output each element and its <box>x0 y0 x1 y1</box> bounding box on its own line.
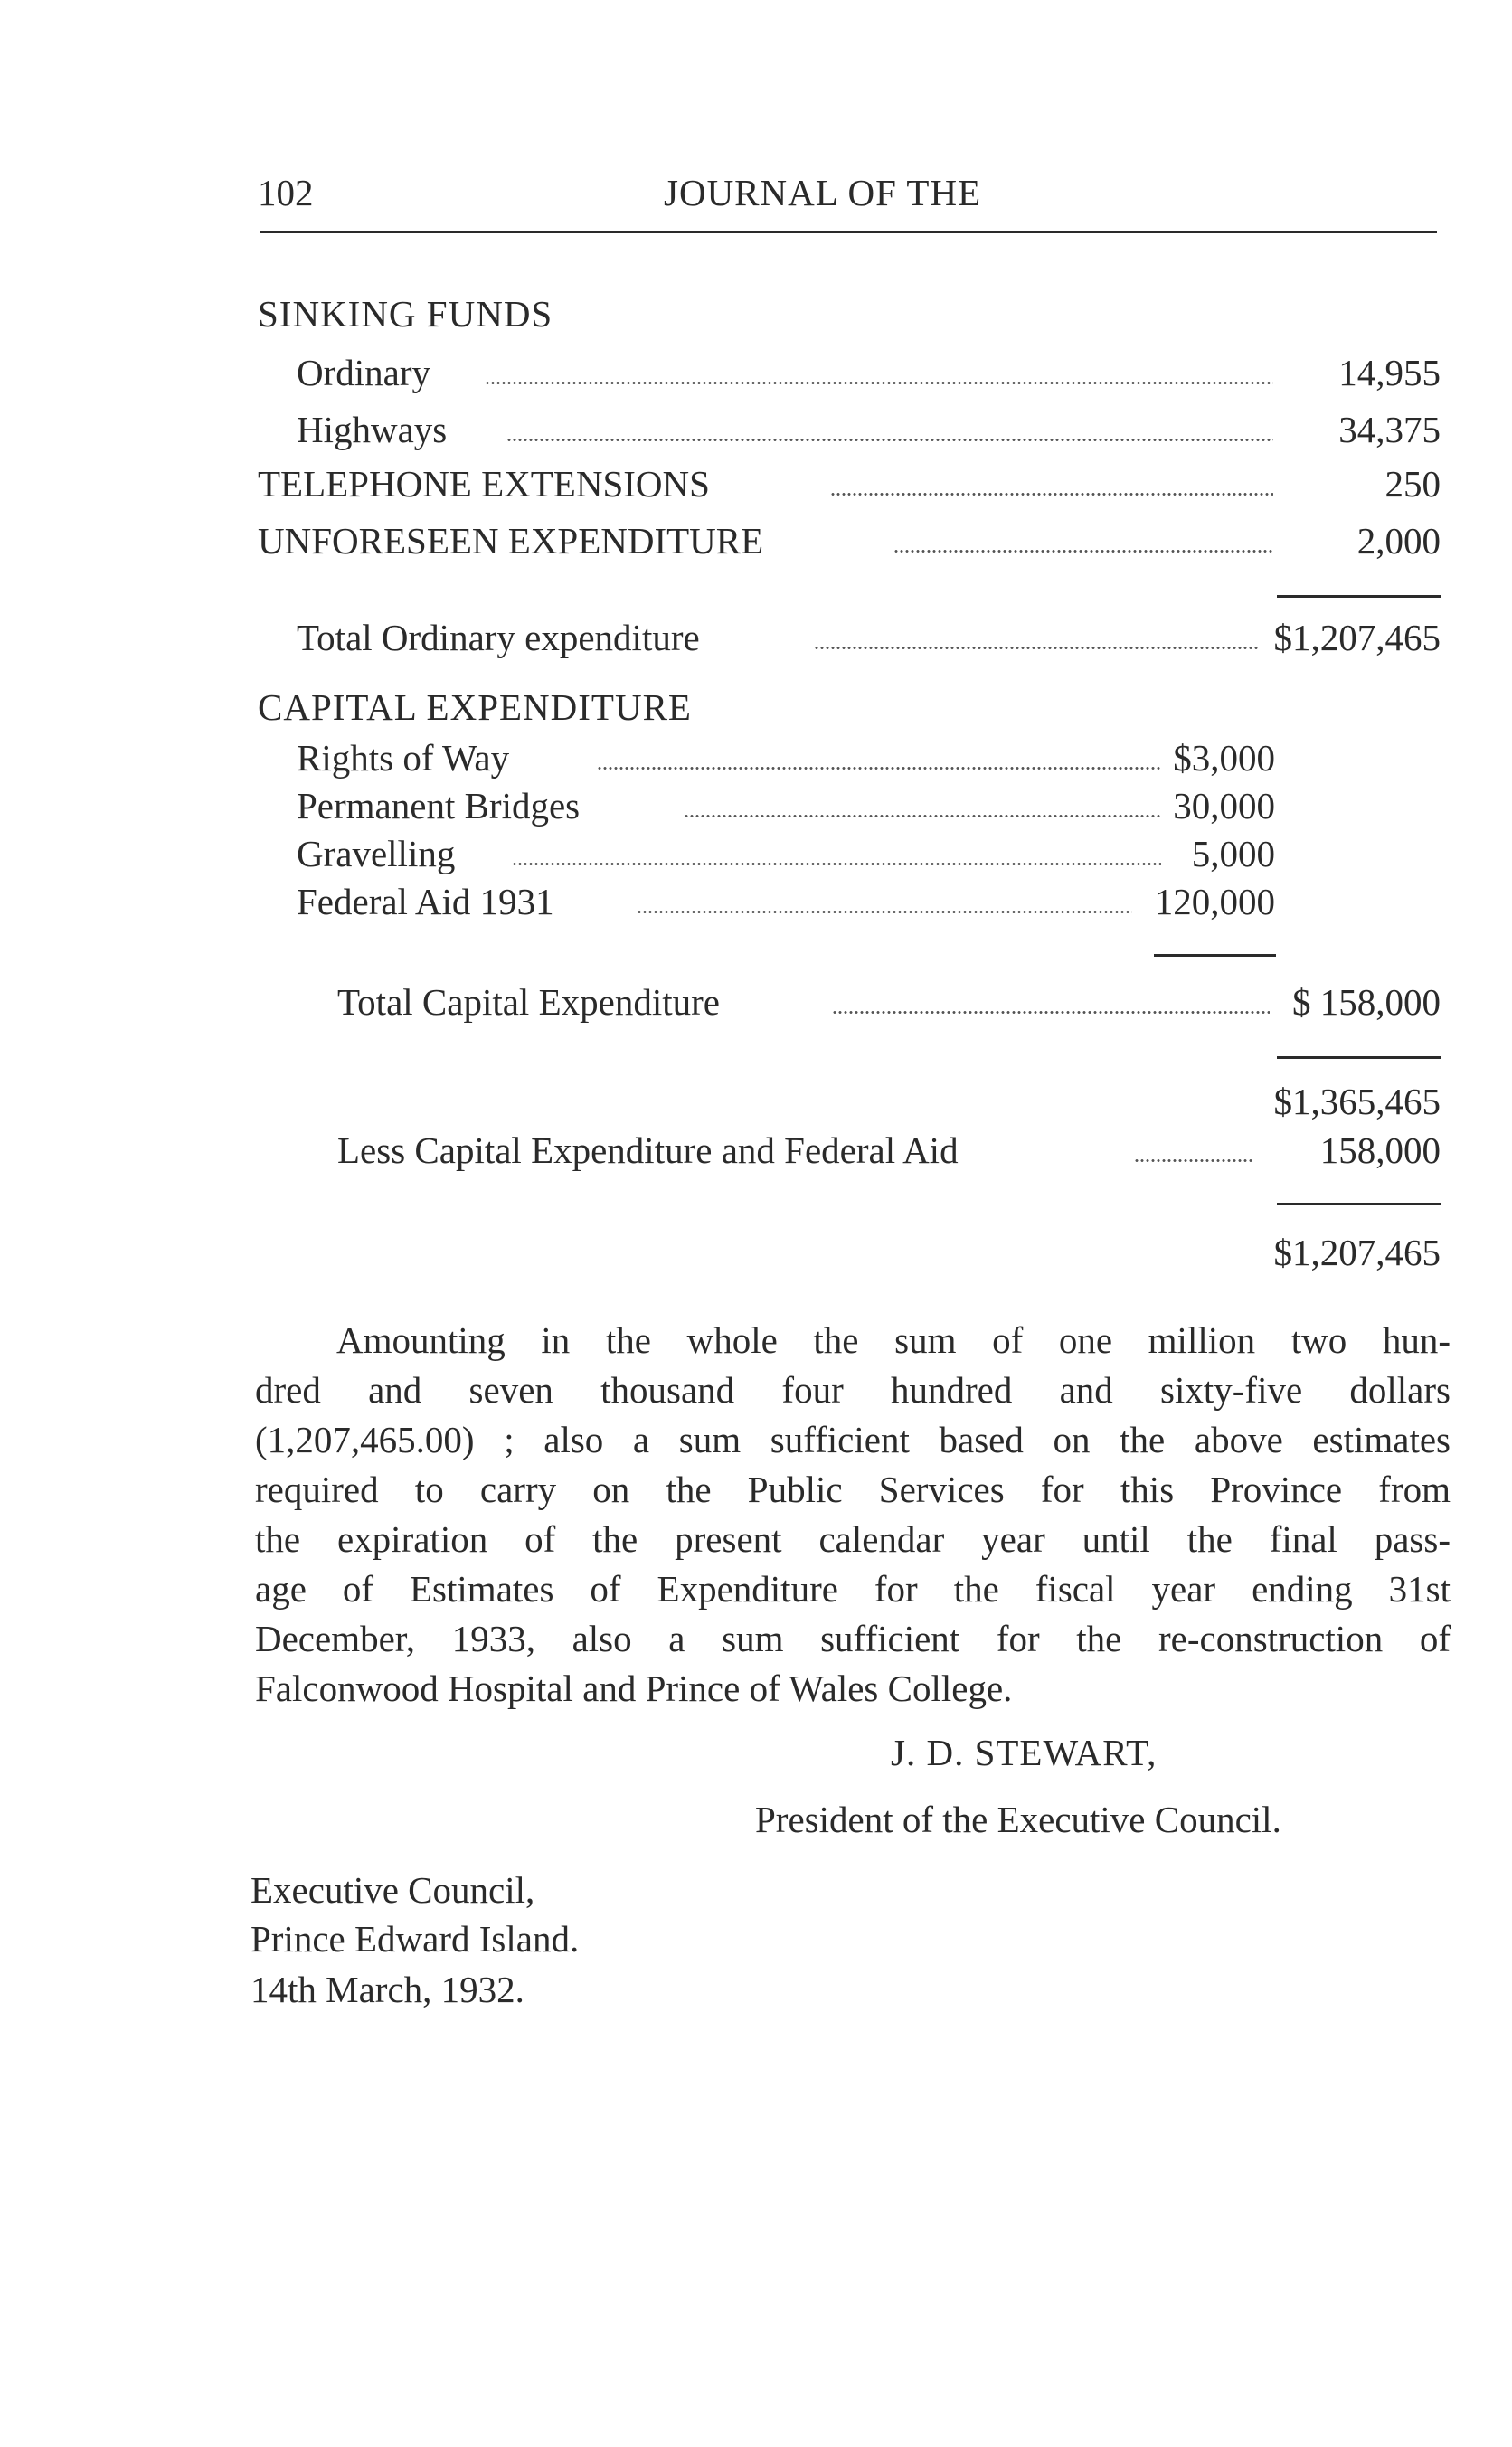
unforeseen-label: UNFORESEEN EXPENDITURE <box>258 520 764 562</box>
paragraph-line: Falconwood Hospital and Prince of Wales College. <box>255 1668 1013 1709</box>
leader-dots <box>1134 1159 1252 1162</box>
telephone-label: TELEPHONE EXTENSIONS <box>258 463 710 505</box>
total-capital-label: Total Capital Expenditure <box>337 981 720 1023</box>
footer-province: Prince Edward Island. <box>250 1918 580 1960</box>
net-total-rule <box>1277 1203 1441 1205</box>
capital-item-amount: $3,000 <box>1173 737 1275 779</box>
total-capital-amount: $ 158,000 <box>1292 981 1441 1023</box>
paragraph-line: December, 1933, also a sum sufficient for the re-construction of <box>255 1618 1451 1659</box>
leader-dots <box>814 647 1259 649</box>
leader-dots <box>684 815 1161 817</box>
paragraph-line: age of Estimates of Expenditure for the fiscal year ending 31st <box>255 1568 1451 1610</box>
capital-item-row <box>0 883 1512 929</box>
telephone-amount: 250 <box>1384 463 1441 505</box>
gross-total-amount: $1,365,465 <box>1273 1081 1441 1122</box>
less-amount: 158,000 <box>1319 1129 1441 1171</box>
capital-item-amount: 5,000 <box>1191 833 1275 874</box>
leader-dots <box>485 382 1273 384</box>
capital-heading: CAPITAL EXPENDITURE <box>258 686 692 728</box>
ordinary-row <box>0 354 1512 400</box>
telephone-row <box>0 463 1512 511</box>
total-ordinary-label: Total Ordinary expenditure <box>297 617 700 658</box>
total-capital-row <box>0 981 1512 1029</box>
leader-dots <box>832 1011 1270 1014</box>
header-rule <box>260 231 1437 233</box>
resolution-paragraph <box>255 1316 1451 1714</box>
page-number: 102 <box>258 172 314 213</box>
subtotal-rule <box>1277 595 1441 598</box>
signatory-title: President of the Executive Council. <box>755 1799 1281 1840</box>
capital-subtotal-rule <box>1154 954 1276 957</box>
sinking-funds-heading: SINKING FUNDS <box>258 293 553 335</box>
less-row <box>0 1129 1512 1177</box>
paragraph-line: the expiration of the present calendar year until the final pass- <box>255 1518 1451 1560</box>
capital-item-row <box>0 785 1512 833</box>
capital-item-label: Federal Aid 1931 <box>297 881 554 922</box>
less-label: Less Capital Expenditure and Federal Aid <box>337 1129 959 1171</box>
capital-item-row <box>0 833 1512 881</box>
highways-amount: 34,375 <box>1338 409 1441 450</box>
unforeseen-amount: 2,000 <box>1356 520 1441 562</box>
ordinary-label: Ordinary <box>297 352 431 393</box>
capital-item-amount: 30,000 <box>1173 785 1275 827</box>
leader-dots <box>512 863 1161 865</box>
footer-council: Executive Council, <box>250 1869 535 1911</box>
total-ordinary-amount: $1,207,465 <box>1273 617 1441 658</box>
paragraph-line: (1,207,465.00) ; also a sum sufficient based on the above estimates <box>255 1419 1451 1460</box>
leader-dots <box>597 767 1161 770</box>
highways-label: Highways <box>297 409 448 450</box>
leader-dots <box>830 493 1273 496</box>
paragraph-line: required to carry on the Public Services for this Province from <box>255 1469 1451 1510</box>
capital-item-label: Permanent Bridges <box>297 785 581 827</box>
total-ordinary-row <box>0 619 1512 665</box>
highways-row <box>0 411 1512 457</box>
leader-dots <box>893 550 1273 553</box>
paragraph-line: Amounting in the whole the sum of one million two hun- <box>336 1319 1451 1361</box>
capital-item-label: Rights of Way <box>297 737 510 779</box>
running-title: JOURNAL OF THE <box>664 172 982 213</box>
capital-item-amount: 120,000 <box>1154 881 1275 922</box>
ordinary-amount: 14,955 <box>1338 352 1441 393</box>
paragraph-line: dred and seven thousand four hundred and sixty-five dollars <box>255 1369 1451 1411</box>
capital-item-label: Gravelling <box>297 833 456 874</box>
unforeseen-row <box>0 520 1512 568</box>
leader-dots <box>637 911 1132 913</box>
leader-dots <box>506 439 1273 441</box>
net-total-amount: $1,207,465 <box>1273 1232 1441 1273</box>
signatory-name: J. D. STEWART, <box>891 1732 1158 1773</box>
capital-total-rule <box>1277 1056 1441 1059</box>
capital-item-row <box>0 737 1512 785</box>
footer-date: 14th March, 1932. <box>250 1969 524 2010</box>
